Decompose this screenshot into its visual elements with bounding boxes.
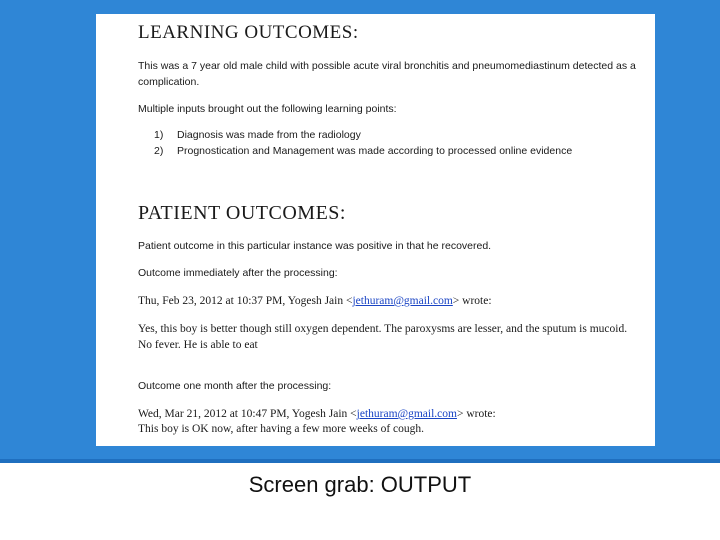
email-wrote: > wrote: [452,295,492,307]
list-item [154,127,572,143]
patient-outcomes-heading: PATIENT OUTCOMES: [138,202,346,224]
month-outcome-label: Outcome one month after the processing: [138,380,332,392]
immediate-outcome-label: Outcome immediately after the processing: [138,267,338,279]
email-date-sender: Thu, Feb 23, 2012 at 10:37 PM, Yogesh Jain < [138,295,353,307]
email-link[interactable]: jethuram@gmail.com [356,408,457,420]
list-number: 2) [154,145,164,157]
list-item [154,143,572,159]
email-link[interactable]: jethuram@gmail.com [352,295,453,307]
list-text: Diagnosis was made from the radiology [177,129,361,141]
learning-points-list [154,127,572,159]
email-body-1: Yes, this boy is better though still oxygen dependent. The paroxysms are lesser, and the sputum is mucoid. No fever. He is able to eat [138,323,628,351]
email-header-1 [138,293,492,309]
case-description: This was a 7 year old male child with possible acute viral bronchitis and pneumomediastinum detected as a complication. [138,60,636,88]
email-body-2: This boy is OK now, after having a few more weeks of cough. [138,423,425,435]
list-number: 1) [154,129,164,141]
background-divider [0,459,720,463]
email-date-sender: Wed, Mar 21, 2012 at 10:47 PM, Yogesh Jain < [138,408,357,420]
learning-points-intro: Multiple inputs brought out the following learning points: [138,103,397,115]
list-text: Prognostication and Management was made according to processed online evidence [177,145,573,157]
email-wrote: > wrote: [456,408,496,420]
learning-outcomes-heading: LEARNING OUTCOMES: [138,22,359,43]
slide-caption: Screen grab: OUTPUT [248,472,472,497]
patient-outcome-summary: Patient outcome in this particular instance was positive in that he recovered. [138,240,492,252]
email-header-2 [138,406,496,422]
document-screenshot [96,14,655,446]
